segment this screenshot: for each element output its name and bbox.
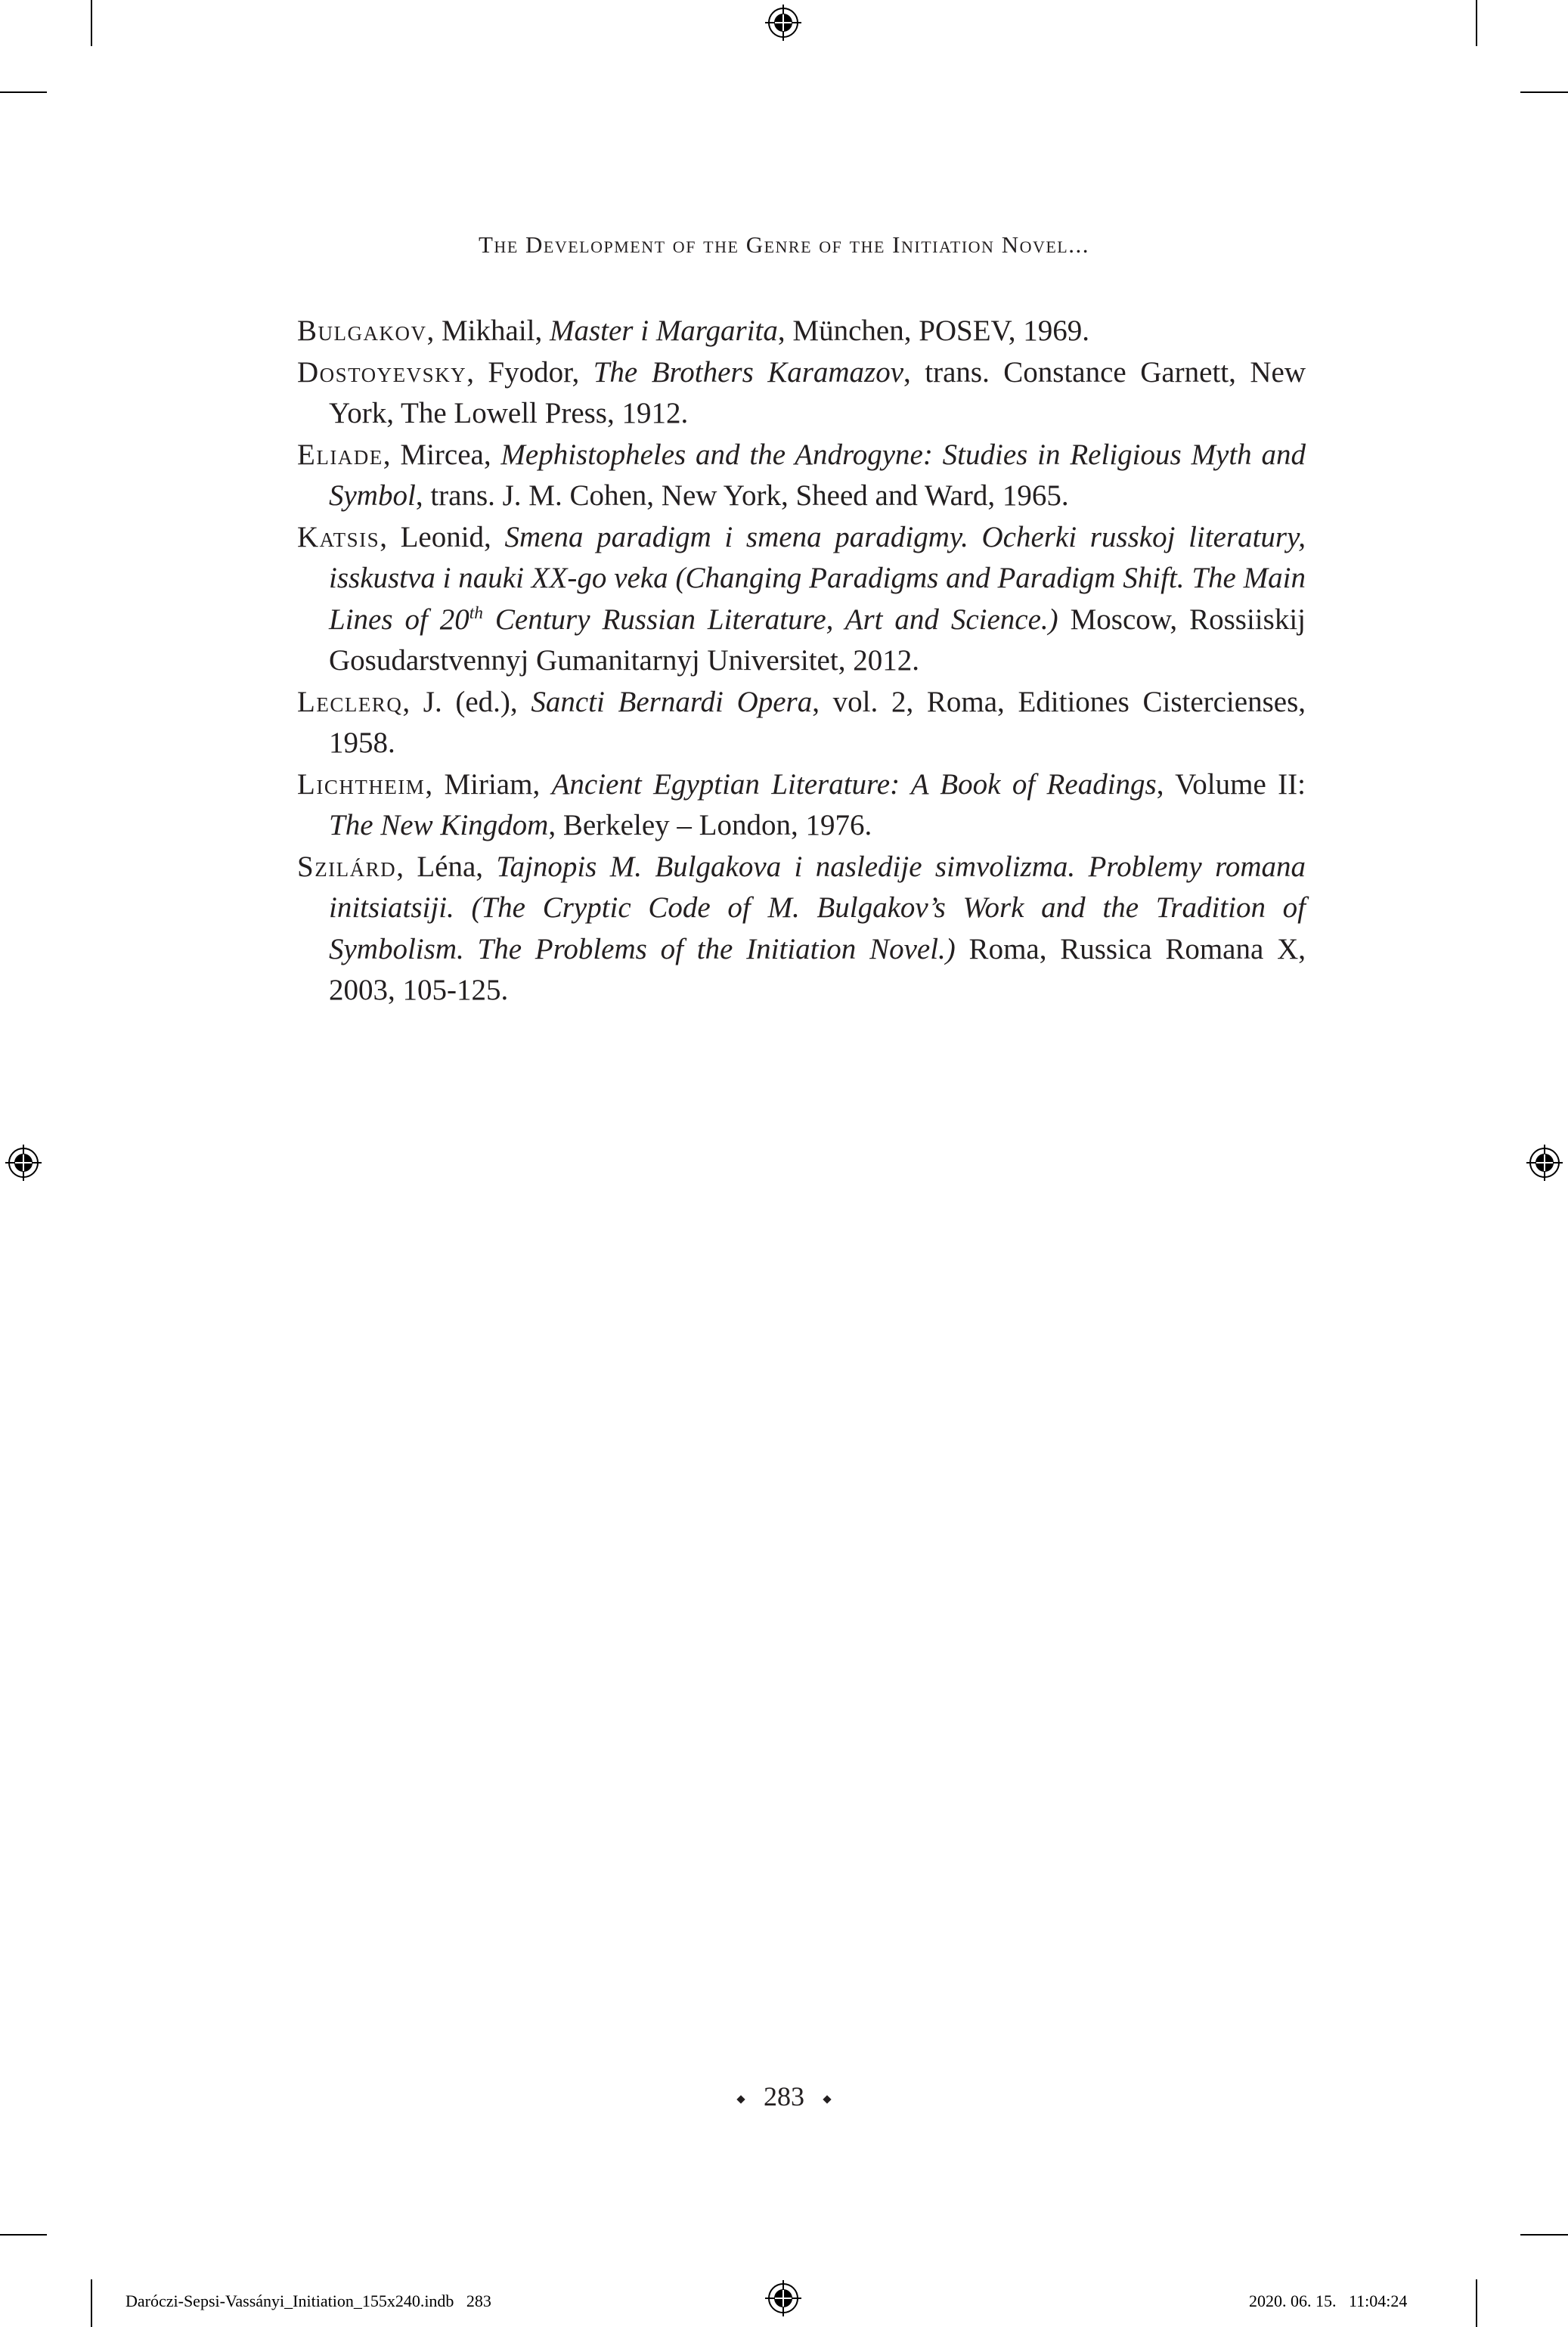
entry-text: , München, POSEV, 1969.: [777, 315, 1089, 347]
crop-mark-bottom-right-vertical: [1476, 2279, 1477, 2327]
entry-author: Szilárd: [297, 850, 397, 883]
bibliography-list: [297, 311, 1306, 1012]
entry-text: , Volume II:: [1156, 767, 1306, 801]
entry-text: , Miriam,: [425, 767, 552, 801]
crop-mark-bottom-right-horizontal: [1520, 2234, 1568, 2236]
entry-title: Sancti Bernardi Opera: [531, 685, 813, 718]
entry-text: Moscow, Rossiiskij Gosudarstvennyj Gumanitarnyj Universitet, 2012.: [329, 603, 1306, 677]
entry-author: Bulgakov: [297, 315, 427, 347]
entry-text: , Fyodor,: [466, 355, 593, 389]
crop-mark-top-left-horizontal: [0, 91, 47, 93]
entry-title: Century Russian Literature, Art and Science.): [482, 603, 1058, 636]
crop-mark-top-right-horizontal: [1520, 91, 1568, 93]
bibliography-entry: [297, 682, 1306, 764]
entry-text: Roma, Russica Romana X, 2003, 105-125.: [329, 932, 1306, 1006]
diamond-bullet-icon: [736, 2095, 745, 2103]
entry-author: Dostoyevsky: [297, 355, 467, 389]
entry-text: , J. (ed.),: [402, 685, 531, 718]
entry-author: Eliade: [297, 438, 383, 471]
entry-text: , vol. 2, Roma, Editiones Cistercienses, 1958.: [329, 685, 1306, 759]
entry-text: , Mircea,: [383, 438, 501, 471]
bibliography-entry: [297, 764, 1306, 847]
crop-mark-bottom-left-vertical: [91, 2279, 92, 2327]
entry-title: Tajnopis M. Bulgakova i nasledije simvolizma. Problemy romana initsiatsiji. (The Cryptic Code of M. Bulgakov’s Work and the Tradition of Symbolism. The Problems of the Initiation Novel.): [329, 850, 1306, 965]
entry-text: , trans. Constance Garnett, New York, The Lowell Press, 1912.: [329, 355, 1306, 429]
bibliography-entry: [297, 517, 1306, 682]
entry-title: The New Kingdom: [329, 809, 549, 841]
entry-text: , Mikhail,: [426, 315, 550, 347]
registration-target-icon: [765, 5, 801, 41]
entry-text: , Berkeley – London, 1976.: [548, 809, 872, 841]
entry-title: Smena paradigm i smena paradigmy. Ocherki russkoj literatury, isskustva i nauki XX-go veka (Changing Paradigms and Paradigm Shift. The Main Lines of 20: [329, 520, 1306, 636]
entry-text: , Léna,: [396, 850, 497, 883]
crop-mark-top-right-vertical: [1476, 0, 1477, 46]
entry-title: Master i Margarita: [550, 315, 778, 347]
bibliography-entry: [297, 311, 1306, 352]
registration-target-icon: [5, 1145, 42, 1181]
entry-title: Mephistopheles and the Androgyne: Studies in Religious Myth and Symbol: [329, 438, 1306, 512]
crop-mark-top-left-vertical: [91, 0, 92, 46]
bibliography-entry: [297, 847, 1306, 1012]
slug-filename: Daróczi-Sepsi-Vassányi_Initiation_155x240.indb 283: [126, 2291, 491, 2310]
registration-target-icon: [1526, 1145, 1563, 1181]
entry-text: , Leonid,: [380, 520, 505, 553]
entry-superscript: th: [469, 603, 483, 623]
bibliography-entry: [297, 435, 1306, 517]
entry-author: Katsis: [297, 520, 380, 553]
diamond-bullet-icon: [823, 2095, 831, 2103]
entry-text: , trans. J. M. Cohen, New York, Sheed and Ward, 1965.: [415, 479, 1069, 512]
page-number-text: 283: [764, 2081, 804, 2112]
crop-mark-bottom-left-horizontal: [0, 2234, 47, 2236]
running-head: The Development of the Genre of the Initiation Novel...: [479, 231, 1089, 258]
entry-author: Leclerq: [297, 685, 403, 718]
page-number: [0, 2081, 1568, 2112]
entry-author: Lichtheim: [297, 767, 426, 801]
registration-target-icon: [765, 2280, 801, 2316]
entry-title: Ancient Egyptian Literature: A Book of Readings: [551, 767, 1157, 801]
slug-timestamp: 2020. 06. 15. 11:04:24: [1249, 2291, 1408, 2310]
bibliography-entry: [297, 352, 1306, 435]
entry-title: The Brothers Karamazov: [593, 355, 904, 389]
